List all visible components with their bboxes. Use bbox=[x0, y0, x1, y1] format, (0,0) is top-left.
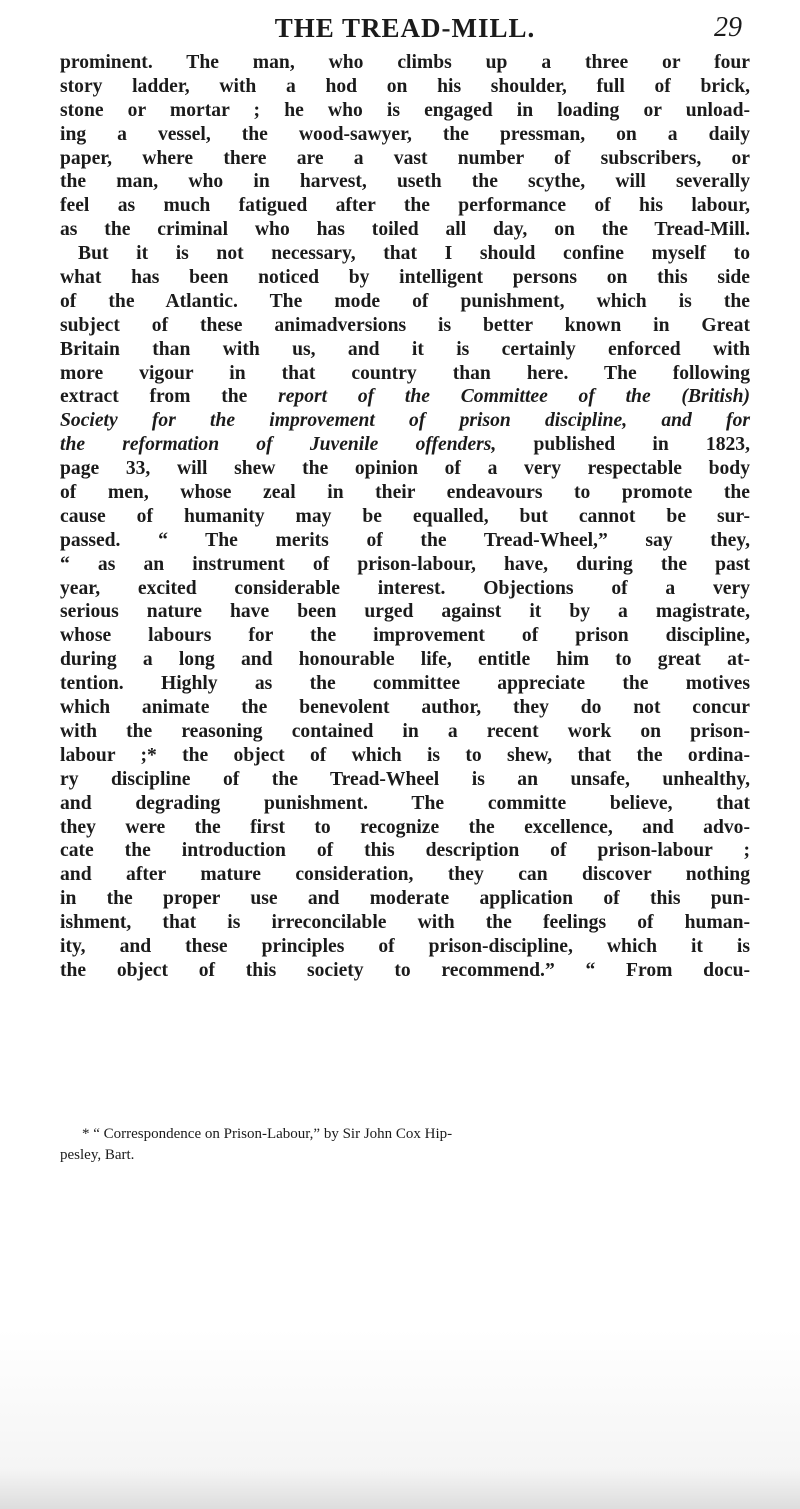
text-line: of the Atlantic. The mode of punishment, which is the bbox=[60, 290, 750, 312]
text-line: paper, where there are a vast number of subscribers, or bbox=[60, 147, 750, 169]
text-line: cause of humanity may be equalled, but cannot be sur- bbox=[60, 505, 750, 527]
running-title: THE TREAD-MILL. bbox=[274, 13, 536, 43]
text-line: cate the introduction of this description of prison-labour ; bbox=[60, 840, 750, 862]
italic-title-text: report of the Committee of the (British) bbox=[278, 386, 750, 408]
text-line: subject of these animadversions is better known in Great bbox=[60, 314, 750, 336]
text-line: prominent. The man, who climbs up a three or four bbox=[60, 52, 750, 73]
text-line: of men, whose zeal in their endeavours to promote the bbox=[60, 482, 750, 504]
text-line: But it is not necessary, that I should confine myself to bbox=[78, 243, 750, 265]
text-line: year, excited considerable interest. Objections of a very bbox=[60, 577, 750, 599]
text-line: what has been noticed by intelligent persons on this side bbox=[60, 267, 750, 289]
running-head bbox=[60, 6, 750, 50]
text-line: stone or mortar ; he who is engaged in loading or unload- bbox=[60, 99, 750, 121]
body-text bbox=[60, 51, 750, 983]
text-line: tention. Highly as the committee appreciate the motives bbox=[60, 673, 750, 695]
text-line: story ladder, with a hod on his shoulder, full of brick, bbox=[60, 75, 750, 97]
roman-text: extract from the bbox=[60, 386, 279, 408]
italic-title-text: the reformation of Juvenile offenders, bbox=[60, 434, 497, 456]
text-line: labour ;* the object of which is to shew, that the ordina- bbox=[60, 744, 750, 766]
footnote-line: * “ Correspondence on Prison-Labour,” by Sir John Cox Hip- bbox=[82, 1126, 453, 1142]
text-line: they were the first to recognize the excellence, and advo- bbox=[60, 816, 750, 838]
text-line: in the proper use and moderate application of this pun- bbox=[60, 888, 750, 910]
page-shadow bbox=[0, 1329, 800, 1509]
text-line-mixed bbox=[60, 433, 750, 457]
footnote-line: pesley, Bart. bbox=[60, 1147, 135, 1163]
text-line: page 33, will shew the opinion of a very respectable body bbox=[60, 458, 750, 480]
text-line: which animate the benevolent author, they do not concur bbox=[60, 697, 750, 719]
text-line: Britain than with us, and it is certainly enforced with bbox=[60, 338, 750, 360]
text-line: ry discipline of the Tread-Wheel is an unsafe, unhealthy, bbox=[60, 768, 750, 790]
text-line: and after mature consideration, they can discover nothing bbox=[60, 864, 750, 886]
text-line: ishment, that is irreconcilable with the feelings of human- bbox=[60, 912, 750, 934]
text-line: the object of this society to recommend.” “ From docu- bbox=[60, 959, 750, 981]
text-line: whose labours for the improvement of prison discipline, bbox=[60, 625, 750, 647]
text-line-mixed bbox=[60, 409, 750, 433]
text-line: and degrading punishment. The committe believe, that bbox=[60, 792, 750, 814]
text-line-mixed bbox=[60, 385, 750, 409]
text-line: ing a vessel, the wood-sawyer, the pressman, on a daily bbox=[60, 123, 750, 145]
text-line: passed. “ The merits of the Tread-Wheel,” say they, bbox=[60, 529, 750, 551]
footnote bbox=[60, 1124, 750, 1166]
text-line: serious nature have been urged against it by a magistrate, bbox=[60, 601, 750, 623]
roman-text: published in 1823, bbox=[496, 434, 751, 456]
italic-title-text: Society for the improvement of prison discipline, and for bbox=[60, 410, 750, 432]
text-line: with the reasoning contained in a recent work on prison- bbox=[60, 720, 750, 742]
text-line: more vigour in that country than here. The following bbox=[60, 362, 750, 384]
page-number: 29 bbox=[714, 12, 742, 43]
text-line: during a long and honourable life, entitle him to great at- bbox=[60, 649, 750, 671]
text-line: “ as an instrument of prison-labour, have, during the past bbox=[60, 553, 750, 575]
text-line: the man, who in harvest, useth the scythe, will severally bbox=[60, 171, 750, 193]
text-line: ity, and these principles of prison-discipline, which it is bbox=[60, 935, 750, 957]
text-line: feel as much fatigued after the performance of his labour, bbox=[60, 195, 750, 217]
text-line: as the criminal who has toiled all day, on the Tread-Mill. bbox=[60, 219, 750, 241]
